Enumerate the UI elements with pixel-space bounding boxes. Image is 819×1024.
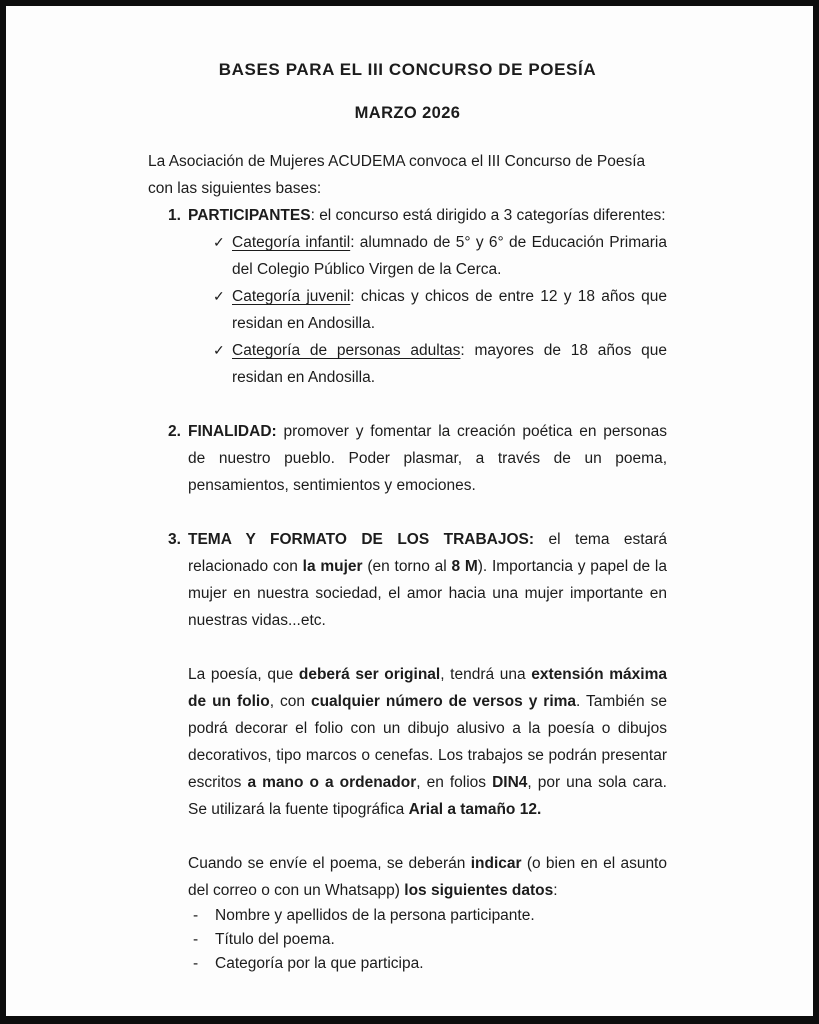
text-run: los siguientes datos [404,882,554,899]
text-run: a mano o a ordenador [247,774,417,791]
check-icon: ✓ [213,288,225,304]
text-run: FINALIDAD: [188,423,277,440]
text-run: Arial a tamaño 12. [408,801,542,818]
document-content [6,6,813,976]
text-run: , por una sola cara. Se utilizará la fuente tipográfica [188,774,667,818]
item-text [188,202,667,229]
dash-list-item [188,952,667,976]
item-text [188,418,667,499]
text-run: , tendrá una [440,666,532,683]
text-run: el tema estará relacionado con [188,531,667,575]
paragraph [148,148,667,202]
text-run: (en torno al [362,558,452,575]
text-run: Categoría juvenil [232,288,351,305]
text-run: Categoría por la que participa. [215,955,424,972]
item-number: 2. [168,423,181,440]
paragraph-text [148,153,645,197]
paragraph-text [188,666,667,818]
paragraph-spacer [148,391,667,418]
item-text [188,526,667,634]
check-list-item [213,337,667,391]
dash-bullet: - [193,931,199,948]
item-text [232,229,667,283]
text-run: : el concurso está dirigido a 3 categorías diferentes: [310,207,666,224]
text-run: promover y fomentar la creación poética en personas de nuestro pueblo. Poder plasmar, a través de un poema, pensamientos, sentimientos y emociones. [188,423,667,494]
text-run: deberá ser original [298,666,441,683]
paragraph [188,661,667,823]
item-text [232,337,667,391]
text-run: PARTICIPANTES [188,207,311,224]
paragraph-text [188,855,667,899]
numbered-item [168,202,667,229]
text-run: , con [269,693,311,710]
item-text [232,283,667,337]
dash-bullet: - [193,955,199,972]
dash-list-item [188,928,667,952]
item-number: 3. [168,531,181,548]
text-run: Categoría infantil [232,234,351,251]
item-text [215,928,667,952]
document-body [148,148,667,976]
document-title: BASES PARA EL III CONCURSO DE POESÍA [218,60,597,79]
text-run: cualquier número de versos y rima [310,693,577,710]
dash-list-item [188,904,667,928]
text-run: extensión máxima de un folio [188,666,667,710]
check-icon: ✓ [213,234,225,250]
text-run: ). Importancia y papel de la mujer en nuestra sociedad, el amor hacia una mujer importante en nuestras vidas...etc. [188,558,667,629]
paragraph-spacer [148,634,667,661]
text-run: : [553,882,558,899]
text-run: la mujer [302,558,363,575]
text-run: 8 M [451,558,478,575]
item-text [215,904,667,928]
document-subtitle: MARZO 2026 [354,104,461,122]
item-text [215,952,667,976]
text-run: : mayores de 18 años que residan en Andosilla. [232,342,667,386]
dash-bullet: - [193,907,199,924]
text-run: indicar [470,855,522,872]
text-run: : chicas y chicos de entre 12 y 18 años que residan en Andosilla. [232,288,667,332]
check-icon: ✓ [213,342,225,358]
text-run: : alumnado de 5° y 6° de Educación Primaria del Colegio Público Virgen de la Cerca. [232,234,667,278]
paragraph [188,850,667,904]
numbered-item [168,526,667,634]
text-run: , en folios [416,774,493,791]
text-run: La poesía, que [188,666,299,683]
text-run: Nombre y apellidos de la persona participante. [215,907,535,924]
item-number: 1. [168,207,181,224]
paragraph-spacer [148,499,667,526]
check-list-item [213,283,667,337]
text-run: . También se podrá decorar el folio con un dibujo alusivo a la poesía o dibujos decorativos, tipo marcos o cenefas. Los trabajos se podrán presentar escritos [188,693,667,791]
text-run: (o bien en el asunto del correo o con un Whatsapp) [188,855,667,899]
text-run: TEMA Y FORMATO DE LOS TRABAJOS: [188,531,535,548]
check-list-item [213,229,667,283]
text-run: DIN4 [492,774,528,791]
text-run: Categoría de personas adultas [232,342,461,359]
paragraph-spacer [148,823,667,850]
text-run: Título del poema. [215,931,335,948]
text-run: Cuando se envíe el poema, se deberán [188,855,471,872]
numbered-item [168,418,667,499]
text-run: La Asociación de Mujeres ACUDEMA convoca el III Concurso de Poesía con las siguientes bases: [148,153,646,197]
